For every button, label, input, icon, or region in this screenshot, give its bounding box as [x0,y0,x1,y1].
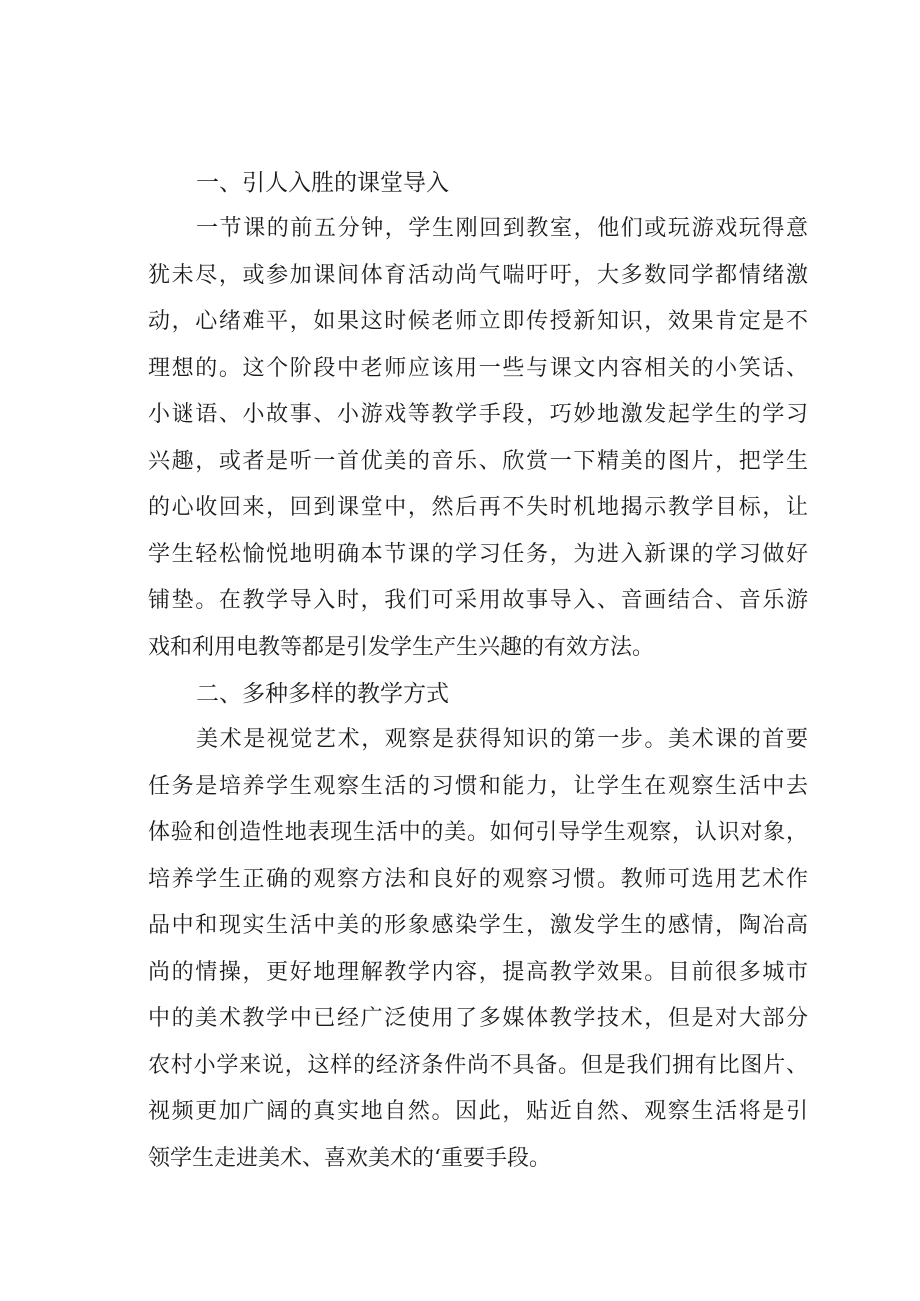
paragraph-line: 动，心绪难平，如果这时候老师立即传授新知识，效果肯定是不 [148,309,808,334]
paragraph-line: 任务是培养学生观察生活的习惯和能力，让学生在观察生活中去 [148,773,808,799]
paragraph-line: 农村小学来说，这样的经济条件尚不具备。但是我们拥有比图片、 [148,1052,808,1078]
paragraph-line: 理想的。这个阶段中老师应该用一些与课文内容相关的小笑话、 [148,355,808,381]
paragraph-line: 一节课的前五分钟，学生刚回到教室，他们或玩游戏玩得意 [196,216,808,241]
section-2-heading: 二、多种多样的教学方式 [196,681,449,707]
section-1-heading: 一、引人入胜的课堂导入 [196,170,449,196]
paragraph-line: 兴趣，或者是听一首优美的音乐、欣赏一下精美的图片，把学生 [148,448,808,474]
paragraph-line: 视频更加广阔的真实地自然。因此，贴近自然、观察生活将是引 [148,1099,808,1124]
paragraph-line: 尚的情操，更好地理解教学内容，提高教学效果。目前很多城市 [148,959,808,985]
section-2-paragraph [148,717,808,1182]
paragraph-line: 戏和利用电教等都是引发学生产生兴趣的有效方法。 [148,634,655,660]
paragraph-line: 犹未尽，或参加课间体育活动尚气喘吁吁，大多数同学都情绪激 [148,262,808,288]
paragraph-line: 领学生走进美术、喜欢美术的‘重要手段。 [148,1145,551,1171]
paragraph-line: 的心收回来，回到课堂中，然后再不失时机地揭示教学目标，让 [148,495,808,520]
section-1-paragraph [148,206,808,671]
document-body [148,160,808,1182]
paragraph-line: 品中和现实生活中美的形象感染学生，激发学生的感情，陶冶高 [148,913,808,938]
paragraph-line: 体验和创造性地表现生活中的美。如何引导学生观察，认识对象， [148,820,808,845]
paragraph-line: 铺垫。在教学导入时，我们可采用故事导入、音画结合、音乐游 [148,588,808,613]
paragraph-line: 培养学生正确的观察方法和良好的观察习惯。教师可选用艺术作 [148,866,808,892]
paragraph-line: 学生轻松愉悦地明确本节课的学习任务，为进入新课的学习做好 [148,541,808,567]
paragraph-line: 小谜语、小故事、小游戏等教学手段，巧妙地激发起学生的学习 [148,402,808,427]
paragraph-line: 美术是视觉艺术，观察是获得知识的第一步。美术课的首要 [196,727,808,752]
paragraph-line: 中的美术教学中已经广泛使用了多媒体教学技术，但是对大部分 [148,1006,808,1031]
